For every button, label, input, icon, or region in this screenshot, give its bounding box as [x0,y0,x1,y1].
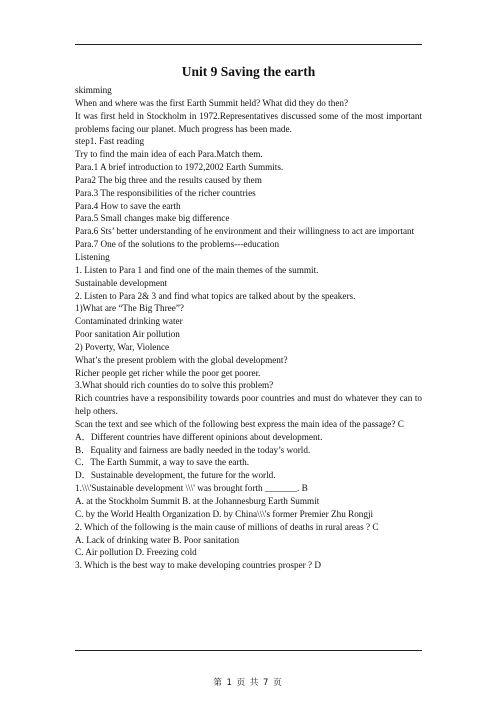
text-line: A. Lack of drinking water B. Poor sanitation [75,534,240,545]
header-rule [75,44,422,45]
text-line: Para.7 One of the solutions to the problems---education [75,239,280,250]
text-line: A. at the Stockholm Summit B. at the Johannesburg Earth Summit [75,496,320,506]
text-line: step1. Fast reading [75,136,145,147]
text-line: B．Equality and fairness are badly needed in the today’s world. [75,444,311,455]
text-line: 2. Listen to Para 2& 3 and find what topics are talked about by the speakers. [75,290,356,301]
text-line: Para.4 How to save the earth [75,200,181,211]
text-line: What’s the present problem with the global development? [75,354,288,365]
text-line: Scan the text and see which of the following best express the main idea of the passage? C [75,418,404,429]
text-line: 1)What are “The Big Three”? [75,303,184,314]
footer-rule [75,650,422,651]
text-line: 3. Which is the best way to make developing countries prosper ? D [75,560,322,571]
text-line: D．Sustainable development, the future for the world. [75,470,276,481]
text-line: Richer people get richer while the poor get poorer. [75,367,261,378]
text-line: Sustainable development [75,277,168,288]
text-line: 2) Poverty, War, Violence [75,341,170,352]
text-line: C. Air pollution D. Freezing cold [75,547,197,558]
text-line: Contaminated drinking water [75,316,183,327]
text-line: When and where was the first Earth Summit held? What did they do then? [75,97,349,108]
text-line: Para.5 Small changes make big difference [75,213,230,224]
text-line: Listening [75,251,110,262]
text-line: 3.What should rich counties do to solve this problem? [75,380,274,391]
text-line: Try to find the main idea of each Para.Match them. [75,149,263,160]
text-line: A．Different countries have different opinions about development. [75,431,323,442]
page-title: Unit 9 Saving the earth [181,64,316,79]
text-line: Poor sanitation Air pollution [75,329,180,340]
text-line: 1.\\\'Sustainable development \\\' was brought forth _______. B [75,483,308,494]
text-line: 2. Which of the following is the main cause of millions of deaths in rural areas ? C [75,521,379,532]
text-line: C．The Earth Summit, a way to save the earth. [75,457,250,468]
text-line: Para.6 Sts’ better understanding of he environment and their willingness to act are important [75,226,415,237]
document-body [75,84,422,572]
text-line: skimming [75,85,112,95]
text-line: 1. Listen to Para 1 and find one of the main themes of the summit. [75,264,319,275]
text-line: Para.1 A brief introduction to 1972,2002 Earth Summits. [75,162,284,173]
text-line: It was first held in Stockholm in 1972.Representatives discussed some of the most important problems facing our planet. Much progress has been made. [75,110,422,134]
text-line: C. by the World Health Organization D. by China\\\'s former Premier Zhu Rongji [75,508,374,519]
text-line: Rich countries have a responsibility towards poor countries and must do whatever they can to help others. [75,393,422,417]
page-number-footer: 第 1 页 共 7 页 [213,678,283,688]
text-line: Para.3 The responsibilities of the richer countries [75,187,256,198]
text-line: Para2 The big three and the results caused by them [75,174,262,185]
